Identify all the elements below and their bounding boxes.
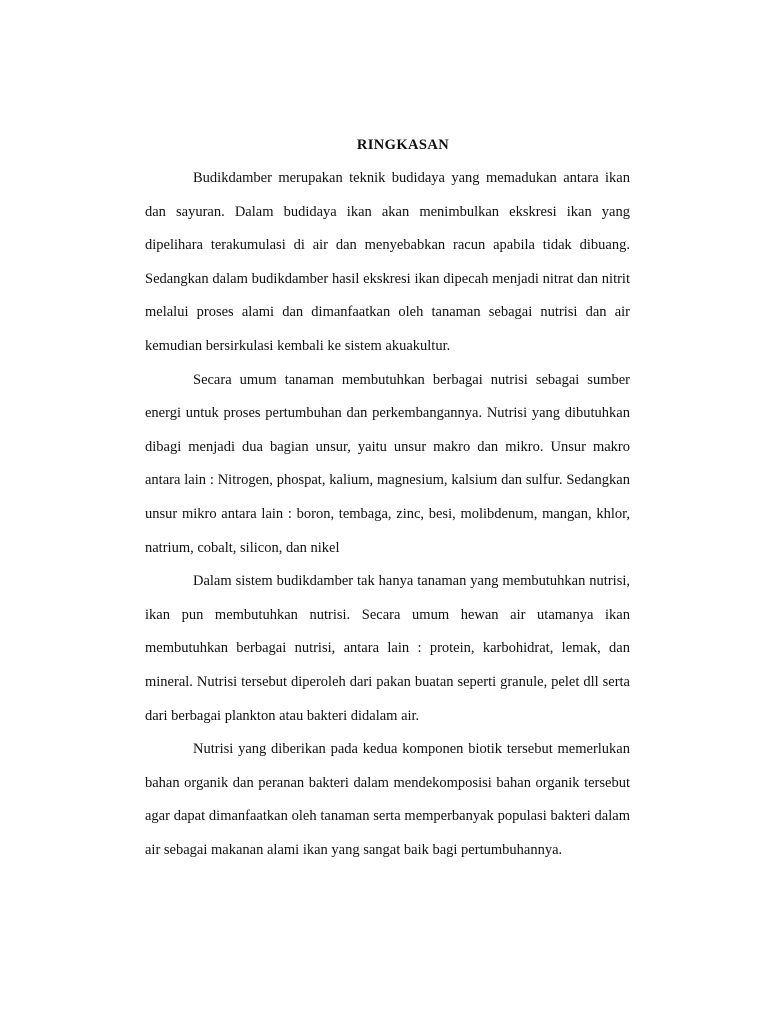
paragraph-4: Nutrisi yang diberikan pada kedua komponen biotik tersebut memerlukan bahan organik dan peranan bakteri dalam mendekomposisi bahan organik tersebut agar dapat dimanfaatkan oleh tanaman serta memperbanyak populasi bakteri dalam air sebagai makanan alami ikan yang sangat baik bagi pertumbuhannya. <box>145 741 630 858</box>
document-body <box>145 162 630 867</box>
paragraph-3: Dalam sistem budikdamber tak hanya tanaman yang membutuhkan nutrisi, ikan pun membutuhkan nutrisi. Secara umum hewan air utamanya ikan membutuhkan berbagai nutrisi, antara lain : protein, karbohidrat, lemak, dan mineral. Nutrisi tersebut diperoleh dari pakan buatan seperti granule, pelet dll serta dari berbagai plankton atau bakteri didalam air. <box>145 573 630 724</box>
page-title: RINGKASAN <box>356 137 450 153</box>
paragraph-2: Secara umum tanaman membutuhkan berbagai nutrisi sebagai sumber energi untuk proses pertumbuhan dan perkembangannya. Nutrisi yang dibutuhkan dibagi menjadi dua bagian unsur, yaitu unsur makro dan mikro. Unsur makro antara lain : Nitrogen, phospat, kalium, magnesium, kalsium dan sulfur. Sedangkan unsur mikro antara lain : boron, tembaga, zinc, besi, molibdenum, mangan, khlor, natrium, cobalt, silicon, dan nikel <box>145 371 630 556</box>
paragraph-1: Budikdamber merupakan teknik budidaya yang memadukan antara ikan dan sayuran. Dalam budidaya ikan akan menimbulkan ekskresi ikan yang dipelihara terakumulasi di air dan menyebabkan racun apabila tidak dibuang. Sedangkan dalam budikdamber hasil ekskresi ikan dipecah menjadi nitrat dan nitrit melalui proses alami dan dimanfaatkan oleh tanaman sebagai nutrisi dan air kemudian bersirkulasi kembali ke sistem akuakultur. <box>145 170 630 354</box>
